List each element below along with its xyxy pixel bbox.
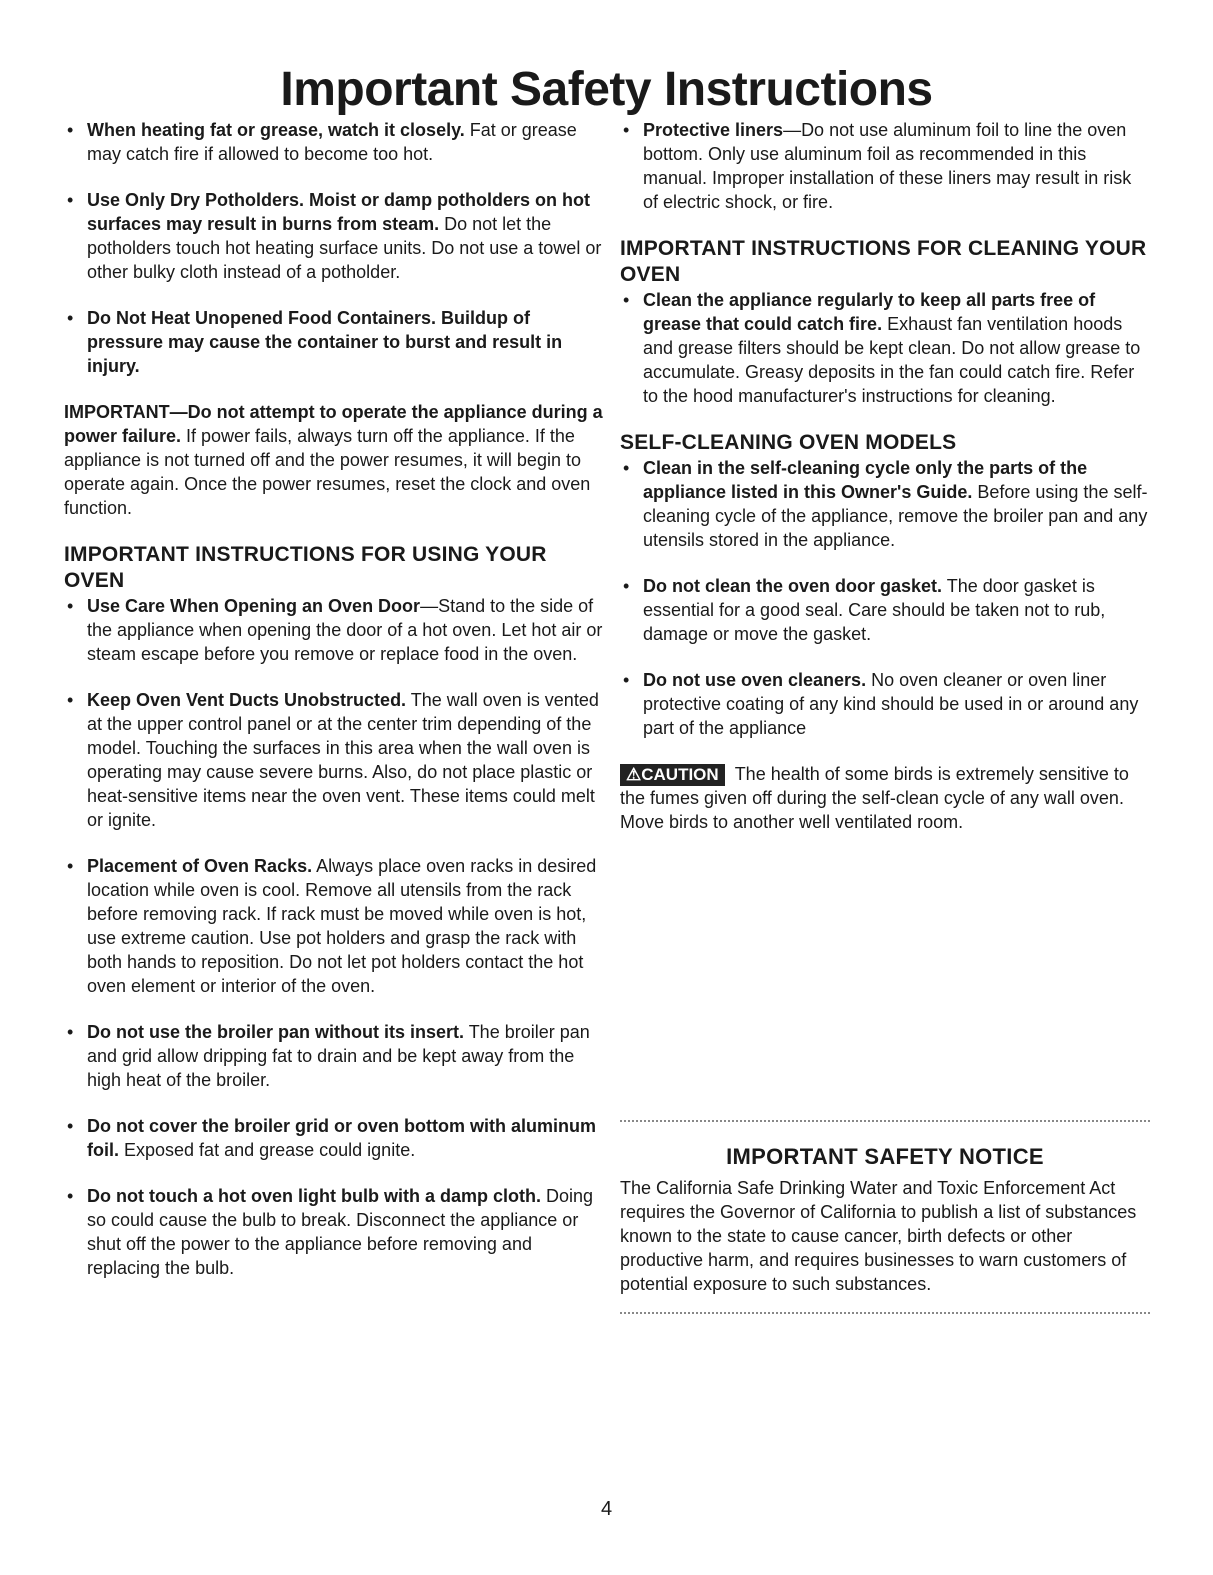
right-column [620,118,1150,834]
bullet-broiler-foil: • Do not cover the broiler grid or oven bottom with aluminum foil. Exposed fat and grease could ignite. [67,1116,597,1160]
bullet-unopened-containers: • Do Not Heat Unopened Food Containers. Buildup of pressure may cause the container to burst and result in injury. [67,308,563,376]
bullet-fat-grease: • When heating fat or grease, watch it closely. Fat or grease may catch fire if allowed to become too hot. [67,120,577,164]
bullet-dot: • [67,190,74,210]
bullet-oven-cleaners: • Do not use oven cleaners. No oven cleaner or oven liner protective coating of any kind should be used in or around any part of the appliance [623,670,1139,738]
bullet-dry-potholders: • Use Only Dry Potholders. Moist or damp potholders on hot surfaces may result in burns from steam. Do not let the potholders touch hot heating surface units. Do not use a towel or other bulky cloth instead of a potholder. [67,190,602,282]
bullet-light-bulb: • Do not touch a hot oven light bulb with a damp cloth. Doing so could cause the bulb to break. Disconnect the appliance or shut off the power to the appliance before removing and replacing the bulb. [67,1186,593,1278]
important-power-failure: IMPORTANT—Do not attempt to operate the appliance during a power failure. If power fails, always turn off the appliance. If the appliance is not turned off and the power resumes, it will begin to operate again. Once the power resumes, reset the clock and oven function. [64,402,603,518]
bullet-dot: • [67,1116,74,1136]
bullet-broiler-insert: • Do not use the broiler pan without its insert. The broiler pan and grid allow dripping fat to drain and be kept away from the high heat of the broiler. [67,1022,590,1090]
bullet-dot: • [67,1022,74,1042]
bullet-dot: • [67,690,74,710]
bullet-oven-door: • Use Care When Opening an Oven Door—Stand to the side of the appliance when opening the door of a hot oven. Let hot air or steam escape before you remove or replace food in the oven. [67,596,603,664]
bullet-dot: • [623,120,630,140]
bullet-dot: • [623,290,630,310]
bullet-dot: • [623,670,630,690]
notice-text: The California Safe Drinking Water and Toxic Enforcement Act requires the Governor of California to publish a list of substances known to the state to cause cancer, birth defects or other productive harm, and requires businesses to warn customers of potential exposure to such substances. [620,1178,1137,1294]
bullet-dot: • [67,856,74,876]
heading-cleaning-oven: IMPORTANT INSTRUCTIONS FOR CLEANING YOUR OVEN [620,237,1147,286]
bullet-clean-regularly: • Clean the appliance regularly to keep all parts free of grease that could catch fire. Exhaust fan ventilation hoods and grease filters should be kept clean. Do not allow grease to accumulate. Greasy deposits in the fan could catch fire. Refer to the hood manufacturer's instructions for cleaning. [623,290,1141,406]
caution-text: The health of some birds is extremely sensitive to the fumes given off during the self-clean cycle of any wall oven. Move birds to another well ventilated room. [620,764,1129,832]
bullet-oven-racks: • Placement of Oven Racks. Always place oven racks in desired location while oven is cool. Remove all utensils from the rack before removing rack. If rack must be moved while oven is hot, use extreme caution. Use pot holders and grasp the rack with both hands to reposition. Do not let pot holders contact the hot oven element or interior of the oven. [67,856,597,996]
bullet-door-gasket: • Do not clean the oven door gasket. The door gasket is essential for a good seal. Care should be taken not to rub, damage or move the gasket. [623,576,1106,644]
heading-self-cleaning: SELF-CLEANING OVEN MODELS [620,431,957,454]
bullet-protective-liners: • Protective liners—Do not use aluminum foil to line the oven bottom. Only use aluminum foil as recommended in this manual. Improper installation of these liners may result in risk of electric shock, or fire. [623,120,1132,212]
divider-bottom [620,1312,1150,1314]
page-number: 4 [600,1498,613,1520]
bullet-dot: • [67,1186,74,1206]
caution-paragraph [620,762,1150,834]
notice-title: IMPORTANT SAFETY NOTICE [726,1144,1044,1169]
heading-using-oven: IMPORTANT INSTRUCTIONS FOR USING YOUR OVEN [64,543,547,592]
bullet-dot: • [623,458,630,478]
page-title: Important Safety Instructions [280,63,933,116]
bullet-dot: • [67,596,74,616]
bullet-dot: • [623,576,630,596]
left-column [64,118,604,1280]
safety-notice-box [620,1120,1150,1314]
caution-badge: ⚠CAUTION [620,764,725,786]
bullet-dot: • [67,120,74,140]
divider-top [620,1120,1150,1122]
bullet-self-cleaning-parts: • Clean in the self-cleaning cycle only the parts of the appliance listed in this Owner's Guide. Before using the self-cleaning cycle of the appliance, remove the broiler pan and any utensils stored in the appliance. [623,458,1148,550]
bullet-dot: • [67,308,74,328]
bullet-vent-ducts: • Keep Oven Vent Ducts Unobstructed. The wall oven is vented at the upper control panel or at the center trim depending of the model. Touching the surfaces in this area when the wall oven is operating may cause severe burns. Also, do not place plastic or heat-sensitive items near the oven vent. These items could melt or ignite. [67,690,599,830]
